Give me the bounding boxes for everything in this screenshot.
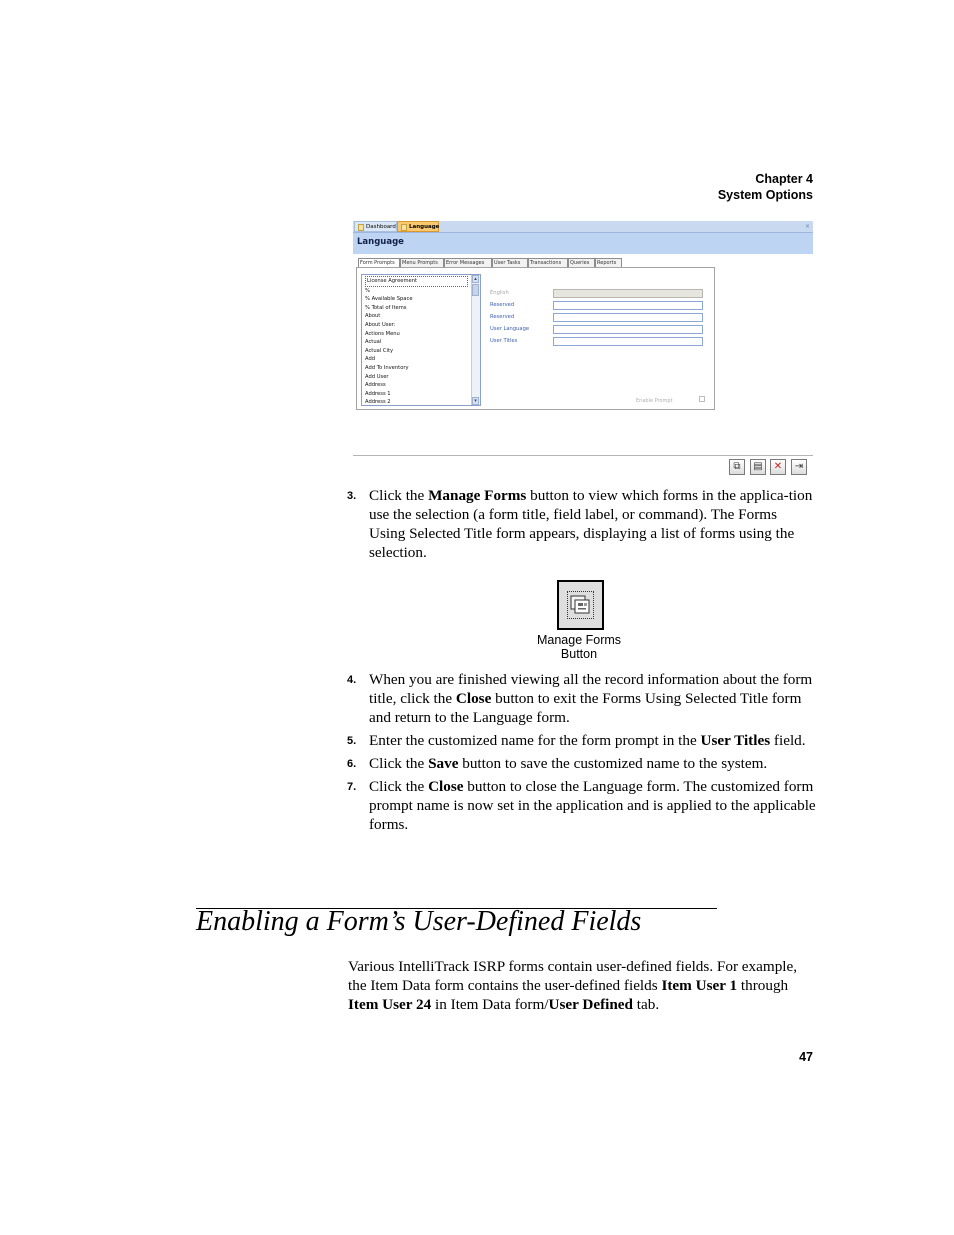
- form-icon: [401, 224, 407, 231]
- section-label: System Options: [717, 188, 813, 202]
- prompt-list[interactable]: [361, 274, 481, 406]
- figure-caption: Manage Forms Button: [536, 633, 622, 661]
- list-item[interactable]: Add: [365, 356, 376, 363]
- running-header: [718, 171, 813, 203]
- tab-error-messages[interactable]: Error Messages: [444, 258, 492, 267]
- scroll-up-icon[interactable]: ▴: [472, 275, 479, 283]
- user-language-label: User Language: [490, 326, 530, 332]
- list-item[interactable]: Actions Menu: [365, 330, 400, 337]
- list-item: 3. Click the Manage Forms button to view which forms in the applica-tion use the selection (a form title, field label, or command). The Forms Using Selected Title form appears, displaying a list of forms using the selection.: [347, 487, 813, 561]
- user-titles-field[interactable]: [553, 337, 703, 346]
- section-paragraph: Various IntelliTrack ISRP forms contain user-defined fields. For example, the Item Data form contains the user-defined fields Item User 1 through Item User 24 in Item Data form/User Defined tab.: [348, 958, 798, 1013]
- scroll-down-icon[interactable]: ▾: [472, 397, 479, 405]
- list-item[interactable]: % Total of Items: [365, 304, 407, 311]
- tab-form-prompts[interactable]: Form Prompts: [358, 258, 400, 268]
- list-item[interactable]: % Available Space: [365, 296, 413, 303]
- list-item[interactable]: Address 1: [365, 390, 391, 397]
- steps-list: [347, 670, 817, 838]
- tab-dashboard[interactable]: Dashboard: [354, 221, 397, 232]
- delete-button[interactable]: ✕: [770, 459, 786, 475]
- form-title: Language: [353, 233, 813, 254]
- manage-forms-button-figure: [557, 580, 604, 630]
- tab-transactions[interactable]: Transactions: [528, 258, 568, 267]
- english-field: [553, 289, 703, 298]
- list-item[interactable]: Address 2: [365, 399, 391, 406]
- list-scrollbar[interactable]: [471, 275, 480, 405]
- user-titles-label: User Titles: [490, 338, 518, 344]
- save-button[interactable]: ▤: [750, 459, 766, 475]
- list-item[interactable]: Address: [365, 382, 386, 389]
- form-prompts-panel: [356, 267, 715, 410]
- close-button[interactable]: ⇥: [791, 459, 807, 475]
- list-item[interactable]: About User:: [365, 321, 396, 328]
- enable-prompt-label: Enable Prompt: [636, 398, 673, 404]
- tab-reports[interactable]: Reports: [595, 258, 622, 267]
- enable-prompt-checkbox[interactable]: [699, 396, 705, 402]
- user-language-field[interactable]: [553, 325, 703, 334]
- language-form-screenshot: [353, 221, 813, 477]
- scroll-thumb[interactable]: [472, 284, 479, 296]
- list-item[interactable]: About: [365, 313, 381, 320]
- form-icon: [358, 224, 364, 231]
- manage-forms-icon: [569, 593, 592, 617]
- section-title: Enabling a Form’s User-Defined Fields: [196, 906, 642, 937]
- close-icon[interactable]: ×: [804, 223, 810, 230]
- toolbar-divider: [353, 455, 813, 456]
- tab-menu-prompts[interactable]: Menu Prompts: [400, 258, 444, 267]
- steps-list: [347, 486, 817, 562]
- document-tab-bar: [353, 221, 813, 233]
- reserved-2-label: Reserved: [490, 314, 515, 320]
- list-item[interactable]: Actual: [365, 339, 382, 346]
- list-item: 5. Enter the customized name for the form prompt in the User Titles field.: [347, 732, 806, 749]
- list-item[interactable]: Add User: [365, 373, 389, 380]
- list-item: 7. Click the Close button to close the Language form. The customized form prompt name is now set in the application and is applied to the applicable forms.: [347, 778, 816, 833]
- chapter-label: Chapter 4: [755, 172, 813, 186]
- tab-user-tasks[interactable]: User Tasks: [492, 258, 528, 267]
- list-item: 6. Click the Save button to save the customized name to the system.: [347, 755, 768, 772]
- list-item[interactable]: Add To Inventory: [365, 364, 409, 371]
- tab-language[interactable]: Language: [397, 221, 439, 232]
- reserved-1-label: Reserved: [490, 302, 515, 308]
- list-item: 4. When you are finished viewing all the record information about the form title, click the Close button to exit the Forms Using Selected Title form and return to the Language form.: [347, 671, 813, 726]
- reserved-2-field[interactable]: [553, 313, 703, 322]
- list-item[interactable]: %: [365, 287, 370, 294]
- list-item[interactable]: License Agreement: [365, 276, 468, 287]
- english-label: English: [490, 290, 509, 296]
- manage-forms-button[interactable]: ⧉: [729, 459, 745, 475]
- page-number: 47: [799, 1050, 813, 1064]
- tab-queries[interactable]: Queries: [568, 258, 595, 267]
- list-item[interactable]: Actual City: [365, 347, 394, 354]
- reserved-1-field[interactable]: [553, 301, 703, 310]
